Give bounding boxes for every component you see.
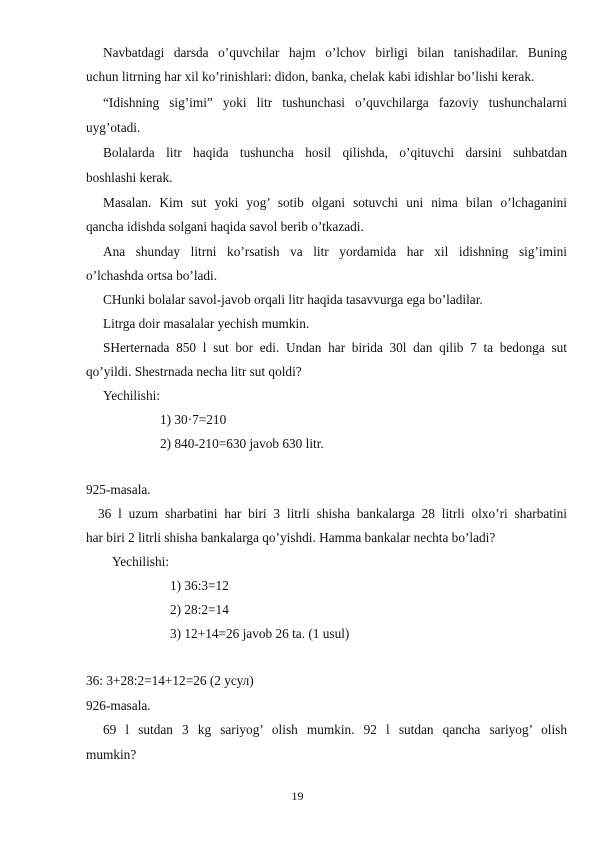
paragraph-line: uyg’otadi. xyxy=(86,120,141,135)
paragraph-line: Litrga doir masalalar yechish mumkin. xyxy=(103,316,310,331)
page-number: 19 xyxy=(291,789,304,803)
problem-line: SHerternada 850 l sut bor edi. Undan har birida 30l dan qilib 7 ta bedonga sut xyxy=(103,340,567,355)
problem-line: 36 l uzum sharbatini har biri 3 litrli shisha bankalarga 28 litrli olxo’ri sharbatini xyxy=(98,506,567,521)
solution-alternative: 36: 3+28:2=14+12=26 (2 усул) xyxy=(86,673,254,688)
paragraph-line: “Idishning sig’imi” yoki litr tushunchasi o’quvchilarga fazoviy tushunchalarni xyxy=(103,95,567,110)
paragraph-line: Masalan. Kim sut yoki yog’ sotib olgani sotuvchi uni nima bilan o’lchaganini xyxy=(103,195,567,210)
solution-heading: Yechilishi: xyxy=(112,554,170,569)
solution-heading: Yechilishi: xyxy=(103,388,161,403)
problem-line: qo’yildi. Shestrnada necha litr sut qoldi? xyxy=(86,364,302,379)
paragraph-line: uchun litrning har xil ko’rinishlari: didon, banka, chelak kabi idishlar bo’lishi kerak. xyxy=(86,69,535,84)
problem-line: mumkin? xyxy=(86,747,137,762)
solution-step: 3) 12+14=26 javob 26 ta. (1 usul) xyxy=(170,626,350,641)
paragraph-line: Navbatdagi darsda o’quvchilar hajm o’lchov birligi bilan tanishadilar. Buning xyxy=(103,45,567,60)
paragraph-line: o’lchashda ortsa bo’ladi. xyxy=(86,268,218,283)
solution-step: 1) 36:3=12 xyxy=(170,578,229,593)
problem-line: 69 l sutdan 3 kg sariyog’ olish mumkin. 92 l sutdan qancha sariyog’ olish xyxy=(103,722,567,737)
paragraph-line: Bolalarda litr haqida tushuncha hosil qilishda, o’qituvchi darsini suhbatdan xyxy=(103,145,567,160)
paragraph-line: boshlashi kerak. xyxy=(86,170,173,185)
paragraph-line: CHunki bolalar savol-javob orqali litr haqida tasavvurga ega bo’ladilar. xyxy=(103,292,483,307)
solution-step: 2) 840-210=630 javob 630 litr. xyxy=(160,436,324,451)
solution-step: 2) 28:2=14 xyxy=(170,602,229,617)
paragraph-line: Ana shunday litrni ko’rsatish va litr yordamida har xil idishning sig’imini xyxy=(103,244,567,259)
solution-step: 1) 30·7=210 xyxy=(160,412,227,427)
problem-line: har biri 2 litrli shisha bankalarga qo’yishdi. Hamma bankalar nechta bo’ladi? xyxy=(86,530,496,545)
problem-heading: 925-masala. xyxy=(86,482,151,497)
paragraph-line: qancha idishda solgani haqida savol berib o’tkazadi. xyxy=(86,219,364,234)
problem-heading: 926-masala. xyxy=(86,698,151,713)
